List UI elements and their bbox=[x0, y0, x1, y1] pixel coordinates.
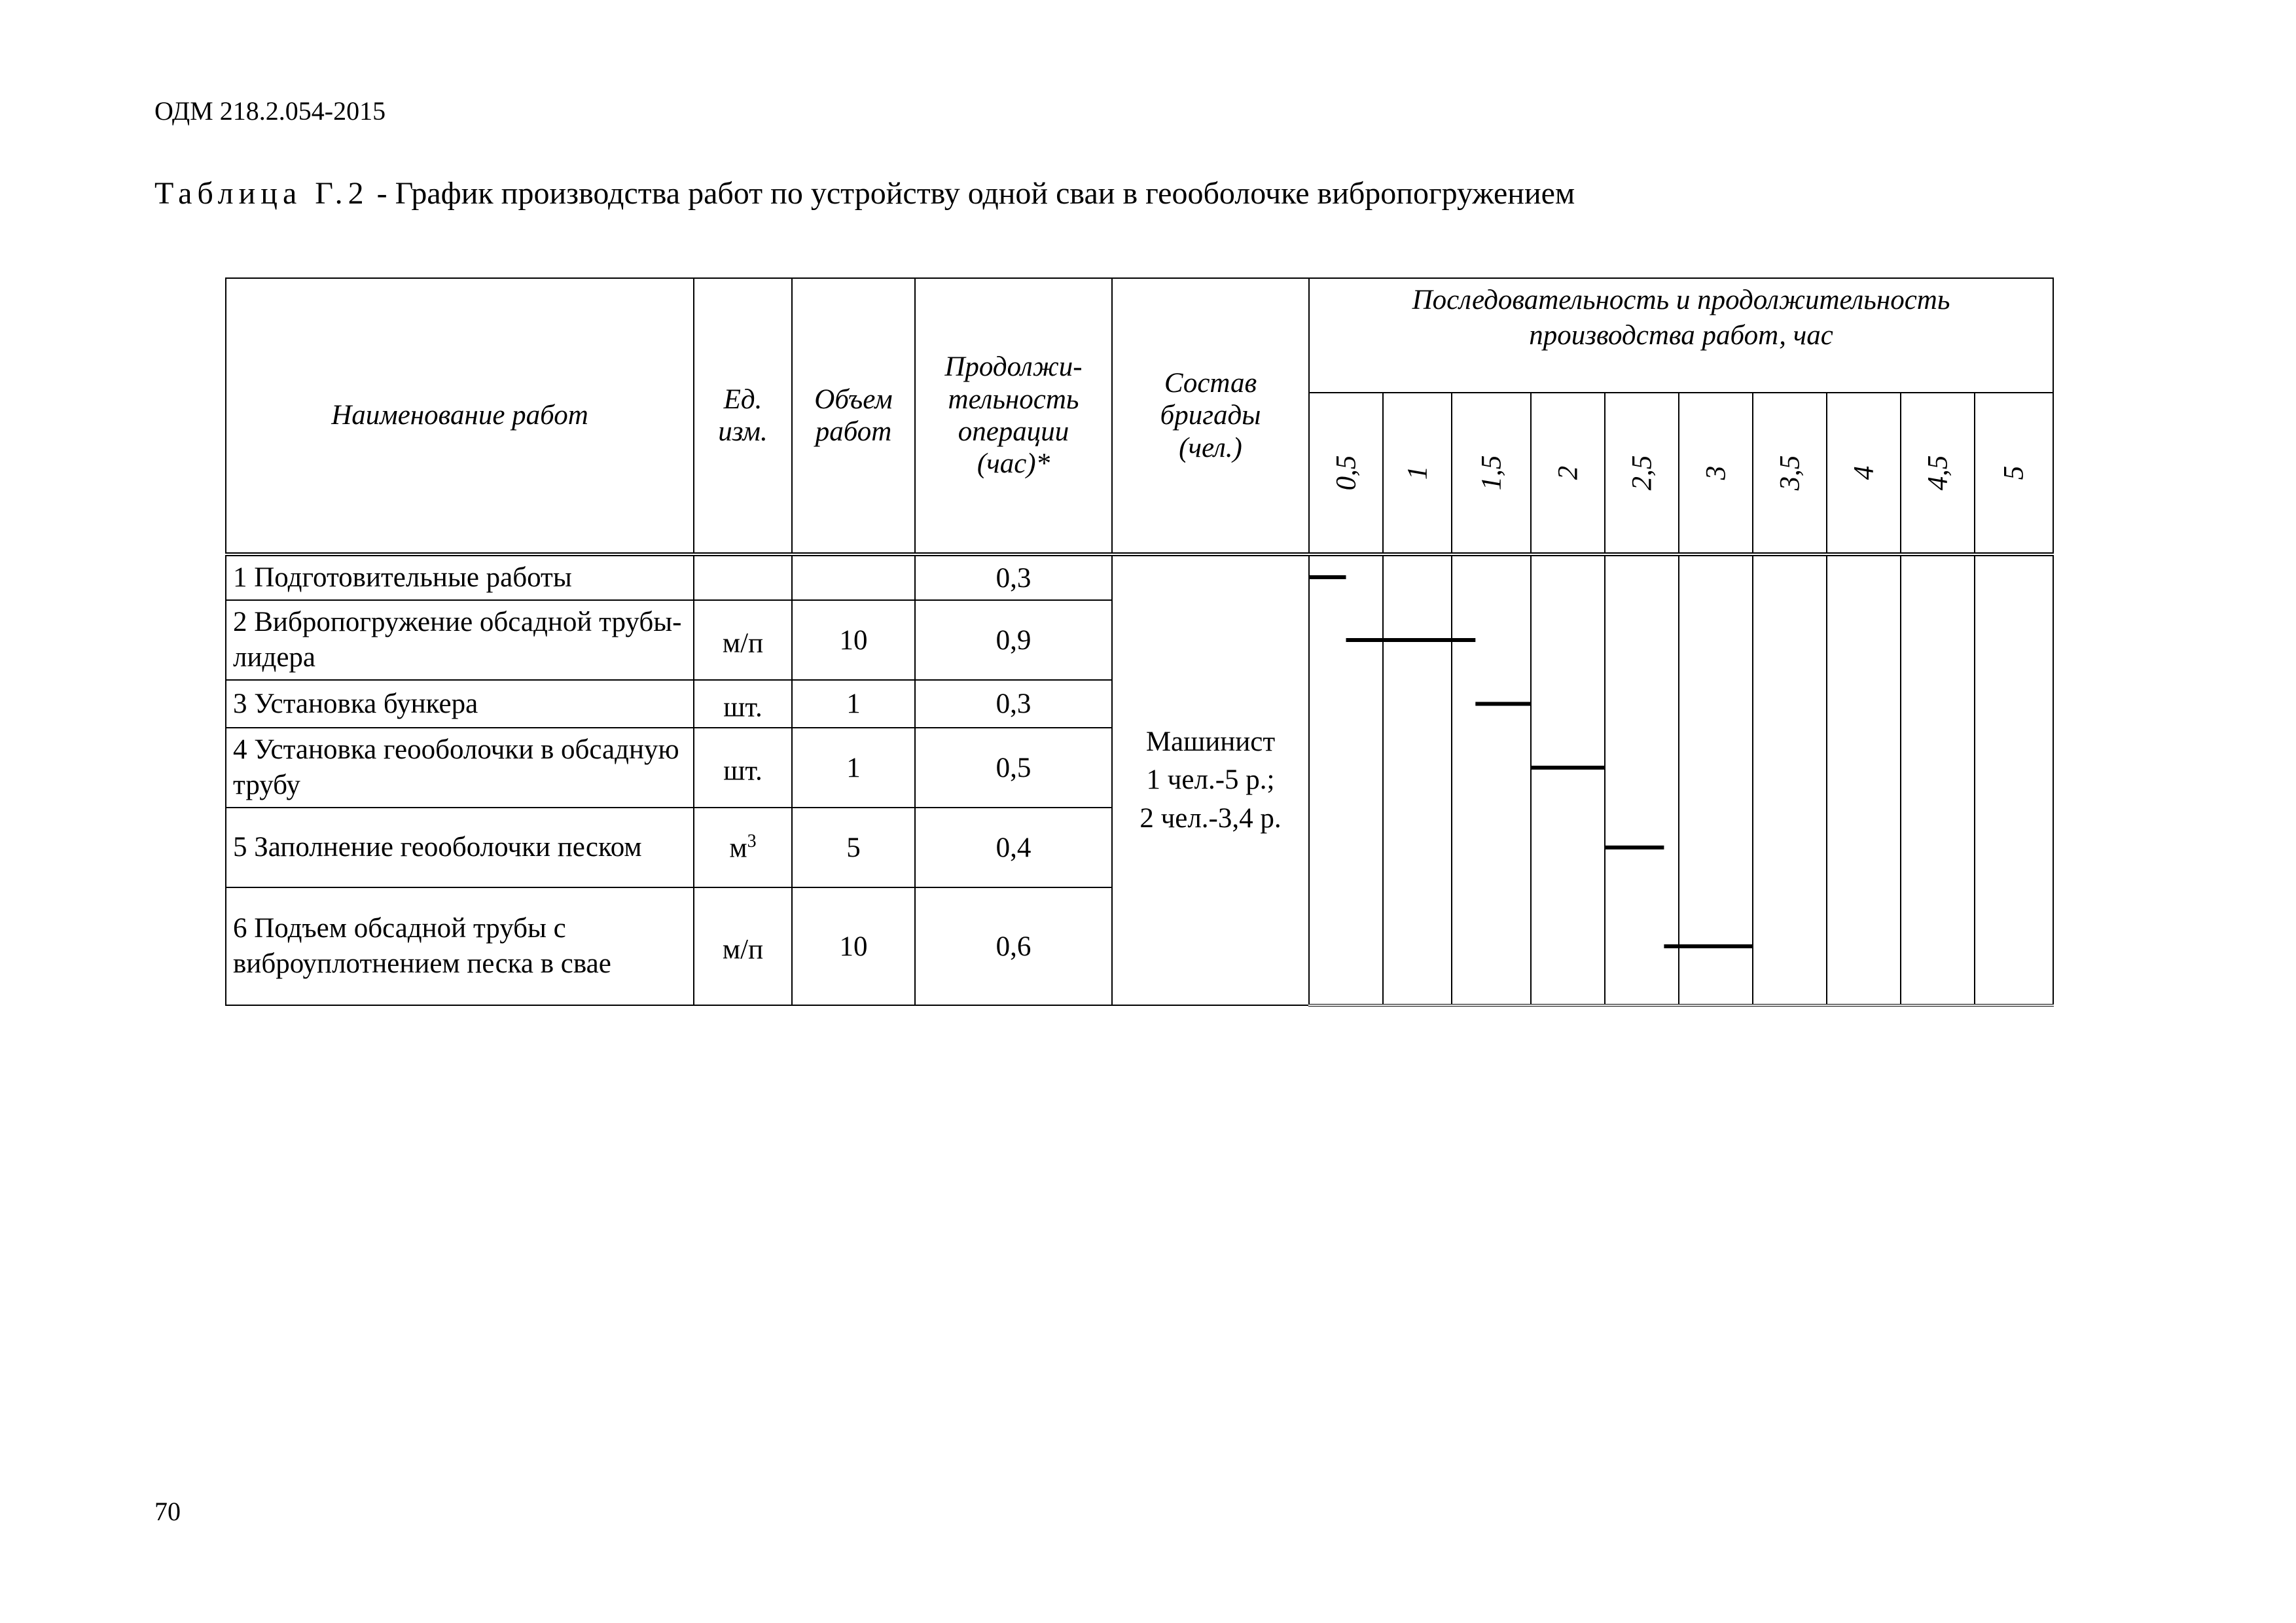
gantt-grid-column bbox=[1531, 554, 1605, 1005]
work-name: 1 Подготовительные работы bbox=[226, 554, 694, 600]
tick-label: 1,5 bbox=[1452, 393, 1531, 554]
tick-label: 3,5 bbox=[1753, 393, 1827, 554]
tick-label: 1 bbox=[1383, 393, 1452, 554]
gantt-grid-column bbox=[1452, 554, 1531, 1005]
header-period: Последовательность и продолжительность производства работ, час bbox=[1309, 278, 2053, 393]
gantt-grid-column bbox=[1309, 554, 1383, 1005]
header-work-name: Наименование работ bbox=[226, 278, 694, 554]
work-schedule-table bbox=[225, 277, 2054, 1007]
work-unit: $м^3$ bbox=[694, 808, 792, 887]
tick-label: 3 bbox=[1679, 393, 1753, 554]
work-duration: 0,6 bbox=[915, 887, 1112, 1005]
work-name: 2 Вибропогружение обсадной трубы-лидера bbox=[226, 600, 694, 680]
tick-label: 4 bbox=[1827, 393, 1901, 554]
table-caption bbox=[154, 178, 1575, 209]
gantt-grid-column bbox=[1975, 554, 2053, 1005]
crew-composition bbox=[1112, 554, 1309, 1005]
work-volume: 5 bbox=[792, 808, 915, 887]
work-unit: шт. bbox=[694, 728, 792, 808]
work-volume: 1 bbox=[792, 728, 915, 808]
header-duration: Продолжи-тельность операции (час)* bbox=[915, 278, 1112, 554]
table-label: Таблица Г.2 bbox=[154, 176, 369, 211]
work-volume bbox=[792, 554, 915, 600]
work-name: 6 Подъем обсадной трубы с виброуплотнением песка в свае bbox=[226, 887, 694, 1005]
crew-line: Машинист bbox=[1145, 726, 1276, 758]
document-code: ОДМ 218.2.054-2015 bbox=[154, 96, 386, 126]
page-number: 70 bbox=[154, 1497, 181, 1526]
header-volume: Объем работ bbox=[792, 278, 915, 554]
header-crew: Состав бригады (чел.) bbox=[1112, 278, 1309, 554]
work-name: 3 Установка бункера bbox=[226, 680, 694, 728]
work-duration: 0,3 bbox=[915, 680, 1112, 728]
gantt-grid-column bbox=[1383, 554, 1452, 1005]
work-unit: м/п bbox=[694, 887, 792, 1005]
work-name: 4 Установка геооболочки в обсадную трубу bbox=[226, 728, 694, 808]
work-duration: 0,3 bbox=[915, 554, 1112, 600]
crew-line: 1 чел.-5 р.; bbox=[1146, 764, 1275, 796]
work-unit bbox=[694, 554, 792, 600]
tick-label: 2,5 bbox=[1605, 393, 1679, 554]
work-unit: шт. bbox=[694, 680, 792, 728]
gantt-grid-column bbox=[1827, 554, 1901, 1005]
table-title: - График производства работ по устройству одной сваи в геооболочке вибропогружением bbox=[368, 176, 1575, 211]
gantt-grid-column bbox=[1901, 554, 1975, 1005]
work-duration: 0,9 bbox=[915, 600, 1112, 680]
work-name: 5 Заполнение геооболочки песком bbox=[226, 808, 694, 887]
gantt-grid-column bbox=[1679, 554, 1753, 1005]
tick-label: 5 bbox=[1975, 393, 2053, 554]
work-volume: 10 bbox=[792, 887, 915, 1005]
work-volume: 10 bbox=[792, 600, 915, 680]
gantt-grid-column bbox=[1753, 554, 1827, 1005]
tick-label: 0,5 bbox=[1309, 393, 1383, 554]
work-duration: 0,4 bbox=[915, 808, 1112, 887]
table-row bbox=[226, 554, 2053, 600]
work-volume: 1 bbox=[792, 680, 915, 728]
tick-label: 4,5 bbox=[1901, 393, 1975, 554]
tick-label: 2 bbox=[1531, 393, 1605, 554]
header-unit: Ед. изм. bbox=[694, 278, 792, 554]
work-duration: 0,5 bbox=[915, 728, 1112, 808]
crew-line: 2 чел.-3,4 р. bbox=[1139, 802, 1282, 834]
work-unit: м/п bbox=[694, 600, 792, 680]
gantt-grid-column bbox=[1605, 554, 1679, 1005]
